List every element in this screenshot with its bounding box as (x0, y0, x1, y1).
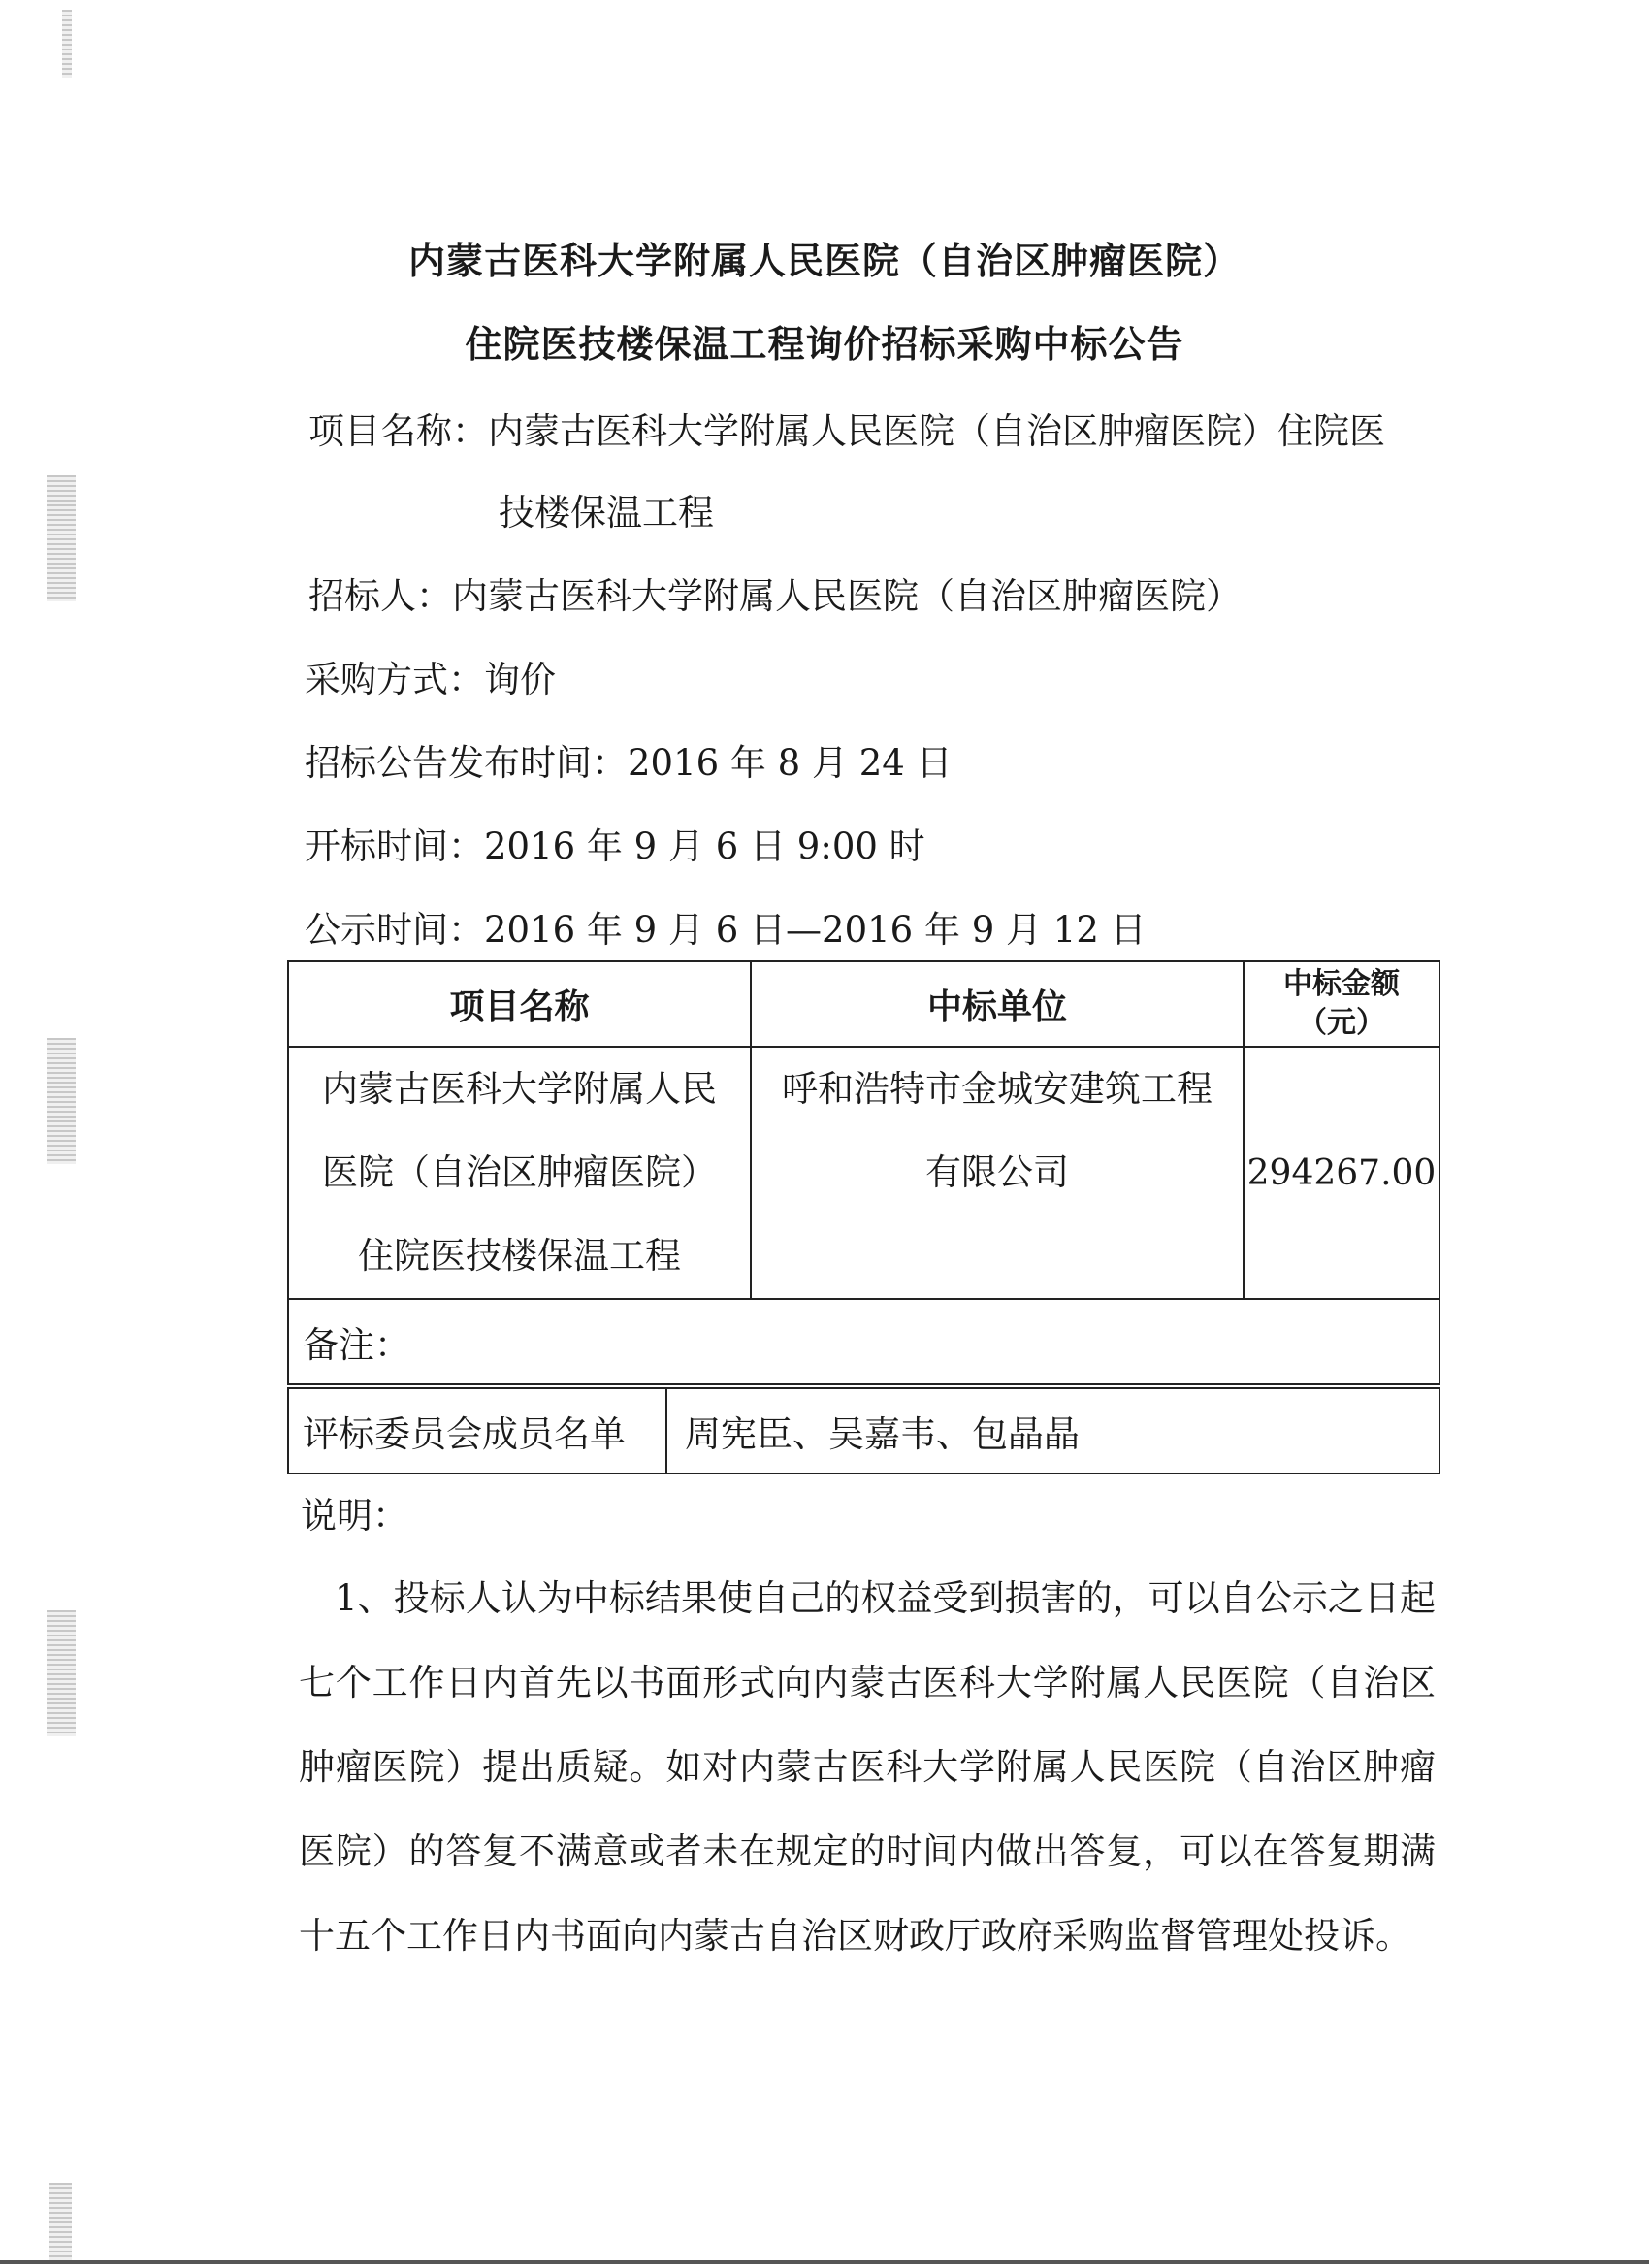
header-award-amount-line1: 中标金额 (1283, 967, 1400, 1001)
award-table-row (288, 1047, 1439, 1299)
notice-period-label: 公示时间： (305, 909, 484, 951)
page-edge-line (0, 2260, 1649, 2264)
committee-row (288, 1388, 1439, 1474)
committee-table (287, 1387, 1440, 1474)
scan-artifact (47, 475, 76, 601)
tenderer-row (308, 567, 1242, 619)
project-name-value: 内蒙古医科大学附属人民医院（自治区肿瘤医院）住院医 (488, 410, 1385, 452)
row-project-name-line2: 医院（自治区肿瘤医院） (322, 1151, 717, 1193)
row-project-name-line3: 住院医技楼保温工程 (358, 1235, 681, 1277)
award-table (287, 960, 1440, 1385)
header-project-name: 项目名称 (288, 961, 751, 1047)
document-title-line1: 内蒙古医科大学附属人民医院（自治区肿瘤医院） (407, 240, 1241, 282)
explanation-body: 1、投标人认为中标结果使自己的权益受到损害的，可以自公示之日起七个工作日内首先以书面形式向内蒙古医科大学附属人民医院（自治区肿瘤医院）提出质疑。如对内蒙古医科大学附属人民医院（自治区肿瘤医院）的答复不满意或者未在规定的时间内做出答复，可以在答复期满十五个工作日内书面向内蒙古自治区财政厅政府采购监督管理处投诉。 (299, 1577, 1436, 1957)
header-award-amount (1244, 961, 1439, 1047)
opening-time-row (305, 817, 925, 869)
procurement-method-value: 询价 (484, 659, 556, 700)
row-winning-unit-line2: 有限公司 (925, 1151, 1069, 1193)
header-winning-unit: 中标单位 (751, 961, 1244, 1047)
opening-time-label: 开标时间： (305, 826, 484, 867)
row-award-amount: 294267.00 (1244, 1047, 1439, 1299)
procurement-method-row (305, 650, 556, 702)
opening-time-value: 2016 年 9 月 6 日 9:00 时 (484, 826, 925, 867)
committee-label: 评标委员会成员名单 (288, 1388, 666, 1474)
tenderer-value: 内蒙古医科大学附属人民医院（自治区肿瘤医院） (452, 575, 1242, 617)
header-award-amount-line2: （元） (1298, 1006, 1385, 1040)
notes-label: 备注： (288, 1299, 1439, 1384)
document-title-line2: 住院医技楼保温工程询价招标采购中标公告 (465, 323, 1184, 366)
project-name-row (308, 402, 1385, 454)
notice-period-value: 2016 年 9 月 6 日—2016 年 9 月 12 日 (484, 909, 1147, 951)
scan-artifact (48, 2183, 72, 2260)
scan-artifact (47, 1610, 76, 1736)
tenderer-label: 招标人： (308, 575, 452, 617)
publish-date-value: 2016 年 8 月 24 日 (628, 742, 953, 784)
publish-date-row (305, 733, 953, 786)
project-name-label: 项目名称： (308, 410, 488, 452)
row-winning-unit-line1: 呼和浩特市金城安建筑工程 (782, 1068, 1212, 1110)
procurement-method-label: 采购方式： (305, 659, 484, 700)
project-name-value-continued: 技楼保温工程 (499, 492, 714, 534)
scan-artifact (62, 10, 72, 78)
committee-members: 周宪臣、吴嘉韦、包晶晶 (666, 1388, 1439, 1474)
row-project-name (288, 1047, 751, 1299)
row-winning-unit (751, 1047, 1244, 1299)
notice-period-row (305, 900, 1147, 953)
publish-date-label: 招标公告发布时间： (305, 742, 628, 784)
award-table-header-row (288, 961, 1439, 1047)
notes-row (288, 1299, 1439, 1384)
row-project-name-line1: 内蒙古医科大学附属人民 (322, 1068, 717, 1110)
explanation-heading: 说明： (301, 1495, 408, 1537)
scan-artifact (47, 1038, 76, 1164)
